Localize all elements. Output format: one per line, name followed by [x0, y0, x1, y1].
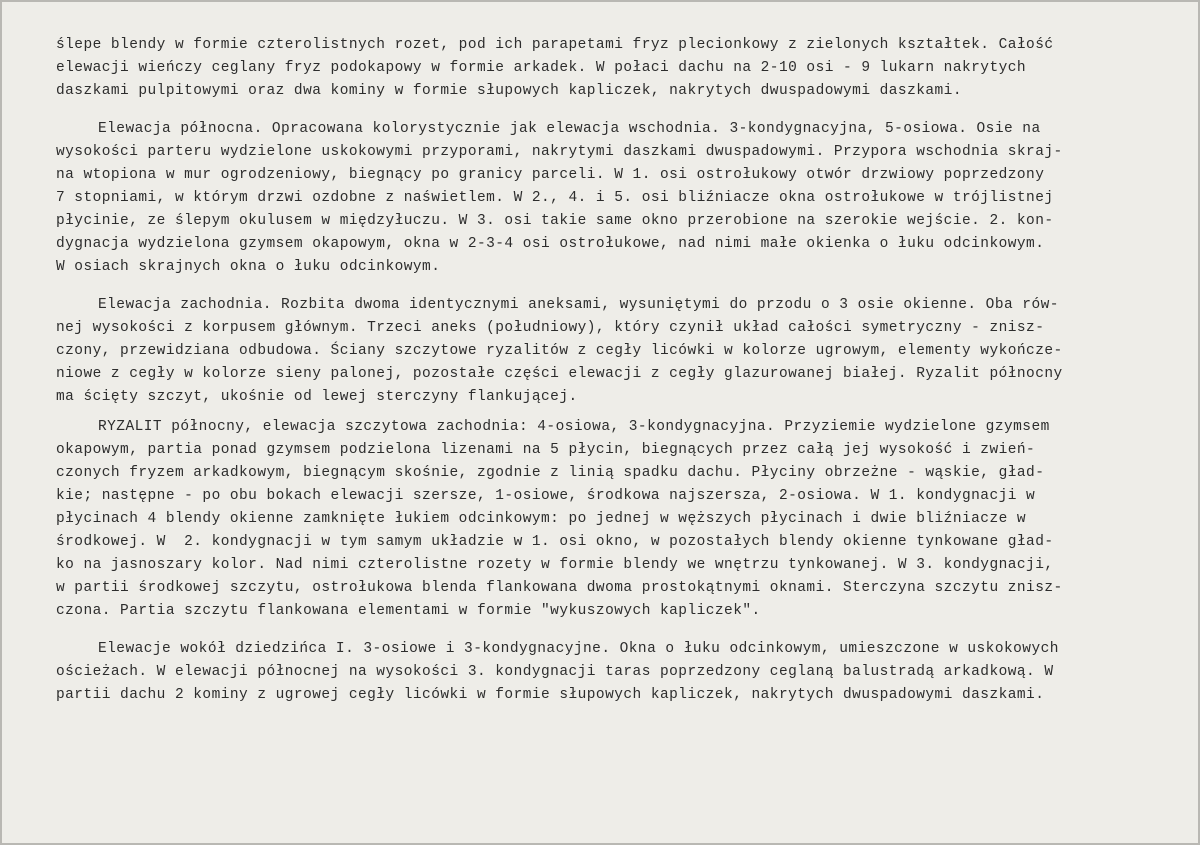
- text-line: ślepe blendy w formie czterolistnych rozet, pod ich parapetami fryz plecionkowy z zielonych kształtek. Całość: [56, 37, 1054, 53]
- text-line: czonych fryzem arkadkowym, biegnącym skośnie, zgodnie z linią spadku dachu. Płyciny obrzeżne - wąskie, gład-: [56, 465, 1045, 481]
- text-line: ko na jasnoszary kolor. Nad nimi czterolistne rozety w formie blendy we wnętrzu tynkowanej. W 3. kondygnacji,: [56, 557, 1054, 573]
- text-line: nej wysokości z korpusem głównym. Trzeci aneks (południowy), który czynił układ całości symetryczny - znisz-: [56, 320, 1045, 336]
- text-line: W osiach skrajnych okna o łuku odcinkowym.: [56, 259, 441, 275]
- text-line: dygnacja wydzielona gzymsem okapowym, okna w 2-3-4 osi ostrołukowe, nad nimi małe okienka o łuku odcinkowym.: [56, 236, 1045, 252]
- text-line: elewacji wieńczy ceglany fryz podokapowy w formie arkadek. W połaci dachu na 2-10 osi - 9 lukarn nakrytych: [56, 60, 1027, 76]
- text-line: kie; następne - po obu bokach elewacji szersze, 1-osiowe, środkowa najszersza, 2-osiowa. W 1. kondygnacji w: [56, 488, 1036, 504]
- text-line: wysokości parteru wydzielone uskokowymi przyporami, nakrytymi daszkami dwuspadowymi. Przypora wschodnia skraj-: [56, 144, 1063, 160]
- text-line: Elewacja zachodnia. Rozbita dwoma identycznymi aneksami, wysuniętymi do przodu o 3 osie okienne. Oba rów-: [98, 297, 1059, 313]
- text-line: płycinach 4 blendy okienne zamknięte łukiem odcinkowym: po jednej w węższych płycinach i dwie bliźniacze w: [56, 511, 1027, 527]
- text-line: niowe z cegły w kolorze sieny palonej, pozostałe części elewacji z cegły glazurowanej białej. Ryzalit północny: [56, 366, 1063, 382]
- text-line: środkowej. W 2. kondygnacji w tym samym układzie w 1. osi okno, w pozostałych blendy okienne tynkowane gład-: [56, 534, 1054, 550]
- text-line: ma ścięty szczyt, ukośnie od lewej sterczyny flankującej.: [56, 389, 578, 405]
- text-line: partii dachu 2 kominy z ugrowej cegły licówki w formie słupowych kapliczek, nakrytych dwuspadowymi daszkami.: [56, 687, 1045, 703]
- text-line: ościeżach. W elewacji północnej na wysokości 3. kondygnacji taras poprzedzony ceglaną balustradą arkadkową. W: [56, 664, 1054, 680]
- text-line: płycinie, ze ślepym okulusem w międzyłuczu. W 3. osi takie same okno przerobione na szerokie wejście. 2. kon-: [56, 213, 1054, 229]
- text-line: w partii środkowej szczytu, ostrołukowa blenda flankowana dwoma prostokątnymi oknami. Sterczyna szczytu znisz-: [56, 580, 1063, 596]
- text-line: czona. Partia szczytu flankowana elementami w formie "wykuszowych kapliczek".: [56, 603, 761, 619]
- text-line: RYZALIT północny, elewacja szczytowa zachodnia: 4-osiowa, 3-kondygnacyjna. Przyziemie wydzielone gzymsem: [98, 419, 1050, 435]
- text-line: daszkami pulpitowymi oraz dwa kominy w formie słupowych kapliczek, nakrytych dwuspadowymi daszkami.: [56, 83, 962, 99]
- text-line: czony, przewidziana odbudowa. Ściany szczytowe ryzalitów z cegły licówki w kolorze ugrowym, elementy wykończe-: [56, 343, 1063, 359]
- text-line: okapowym, partia ponad gzymsem podzielona lizenami na 5 płycin, biegnących przez całą jej wysokość i zwień-: [56, 442, 1036, 458]
- text-line: na wtopiona w mur ogrodzeniowy, biegnący po granicy parceli. W 1. osi ostrołukowy otwór drzwiowy poprzedzony: [56, 167, 1045, 183]
- text-line: 7 stopniami, w którym drzwi ozdobne z naświetlem. W 2., 4. i 5. osi bliźniacze okna ostrołukowe w trójlistnej: [56, 190, 1054, 206]
- text-line: Elewacja północna. Opracowana kolorystycznie jak elewacja wschodnia. 3-kondygnacyjna, 5-osiowa. Osie na: [98, 121, 1041, 137]
- text-line: Elewacje wokół dziedzińca I. 3-osiowe i 3-kondygnacyjne. Okna o łuku odcinkowym, umieszczone w uskokowych: [98, 641, 1059, 657]
